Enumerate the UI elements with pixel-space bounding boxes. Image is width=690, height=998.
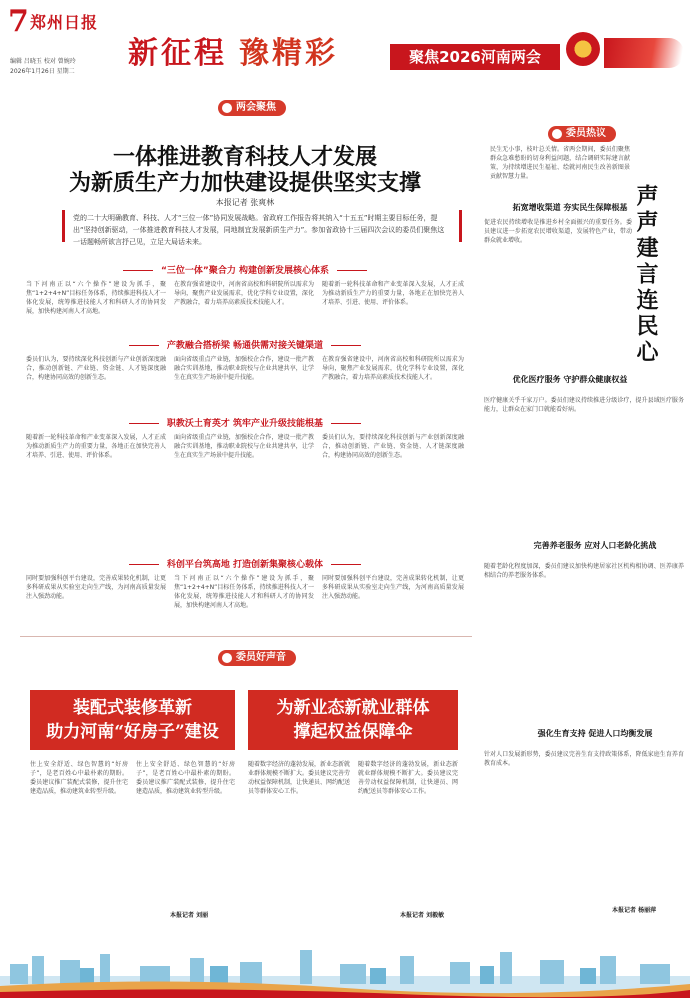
editor-line: 编辑 吕晓玉 校对 曾婉玲 [10,58,76,65]
body-paragraph: 面向省级重点产业链，加强校企合作，建设一批产教融合实训基地，推动职业院校与企业共建共享，让学生在真实生产场景中提升技能。 [174,434,314,459]
headline-line2: 为新质生产力加快建设提供坚实支撑 [68,170,421,196]
right-lead: 民生无小事，枝叶总关情。省两会期间，委员们聚焦群众急难愁盼的切身利益问题，结合调研实际建言献策，为持续增进民生福祉、绘就河南民生改善新图景贡献智慧力量。 [490,146,630,180]
right-subheading-1: 拓宽增收渠道 夯实民生保障根基 [512,203,628,212]
vertical-title: 声声建言连民心 [633,184,659,366]
national-emblem-icon [566,32,600,66]
body-paragraph: 当下河南正以“六个操作”建设为抓手，聚焦“1+2+4+N”目标任务体系，持续推进科技人才一体化发展，统筹推进技能人才和科研人才的协同发展，加快构建河南人才高地。 [26,281,166,315]
red-ribbon-decoration [604,38,684,68]
section-tag-lianghui: 两会聚焦 [218,100,286,116]
column-title [128,28,338,72]
paper-name: 郑州日报 [30,13,99,32]
city-skyline-illustration [0,936,690,998]
body-paragraph: 医疗健康关乎千家万户。委员们建议持续推进分级诊疗，提升县域医疗服务能力，让群众在家门口就能看好病。 [484,397,684,413]
headline-box-left [30,690,235,750]
date-line: 2026年1月26日 星期二 [10,68,75,75]
subheading-1: “三位一体”聚合力 构建创新发展核心体系 [20,263,470,276]
right-subheading-2: 优化医疗服务 守护群众健康权益 [512,375,628,384]
body-paragraph: 住上安全舒适、绿色智慧的“好房子”，是老百姓心中最朴素的期盼。委员建议推广装配式装修，提升住宅建造品质，推动建筑业转型升级。 [136,761,235,795]
byline: 本报记者 张爽林 [215,198,275,207]
intro-paragraph: 党的二十大明确教育、科技、人才“三位一体”协同发展战略。省政府工作报告将其纳入“十五五”时期主要目标任务，提出“坚持创新驱动，一体推进教育科技人才发展，同地制宜发展新质生产力”。参加省政协十三届四次会议的委员们聚焦这一话题畅所欲言抒己见，立足大局话未来。 [62,210,462,242]
divider [20,636,472,637]
headline-box-right [248,690,458,750]
body-paragraph: 同时要加强科创平台建设，完善成果转化机制，让更多科研成果从实验室走向生产线，为河南高质量发展注入强劲动能。 [322,575,464,600]
body-paragraph: 住上安全舒适、绿色智慧的“好房子”，是老百姓心中最朴素的期盼。委员建议推广装配式装修，提升住宅建造品质，推动建筑业转型升级。 [30,761,128,795]
body-paragraph: 委员们认为，要持续深化科技创新与产业创新深度融合，推动创新链、产业链、资金链、人才链深度融合，构建协同高效的创新生态。 [26,356,166,381]
body-paragraph: 当下河南正以“六个操作”建设为抓手，聚焦“1+2+4+N”目标任务体系，持续推进科技人才一体化发展，统筹推进技能人才和科研人才的协同发展，加快构建河南人才高地。 [174,575,314,609]
section-tag-hot-topics: 委员热议 [548,126,616,142]
body-paragraph: 随着新一轮科技革命和产业变革深入发展，人才正成为推动新质生产力的重要力量，各地正在加快完善人才培养、引进、使用、评价体系。 [322,281,464,306]
masthead [0,0,690,86]
signature-right-column: 本报记者 杨丽萍 [612,907,657,914]
column-title-part1: 新征程 [128,36,227,71]
body-paragraph: 促进农民持续增收是推进乡村全面振兴的重要任务。委员建议进一步拓宽农民增收渠道，发展特色产业，带动群众就业增收。 [484,219,632,244]
right-subheading-3: 完善养老服务 应对人口老龄化挑战 [533,541,657,550]
body-paragraph: 随着新一轮科技革命和产业变革深入发展，人才正成为推动新质生产力的重要力量，各地正在加快完善人才培养、引进、使用、评价体系。 [26,434,166,459]
right-subheading-4: 强化生育支持 促进人口均衡发展 [537,729,653,738]
body-paragraph: 随着数字经济的蓬勃发展，新业态新就业群体规模不断扩大。委员建议完善劳动权益保障机制，让快递员、网约配送员等群体安心工作。 [248,761,350,795]
body-paragraph: 随着数字经济的蓬勃发展，新业态新就业群体规模不断扩大。委员建议完善劳动权益保障机制，让快递员、网约配送员等群体安心工作。 [358,761,458,795]
body-paragraph: 在教育强省建设中，河南省高校和科研院所以需求为导向，聚焦产业发展需求，优化学科专业设置，深化产教融合，着力培养高素质技术技能人才。 [174,281,314,306]
session-banner: 聚焦2026河南两会 [390,44,560,70]
page-number: 7 [8,4,29,39]
body-paragraph: 面向省级重点产业链，加强校企合作，建设一批产教融合实训基地，推动职业院校与企业共建共享，让学生在真实生产场景中提升技能。 [174,356,314,381]
headline-box-left-line1: 装配式装修革新 [73,698,192,718]
body-paragraph: 委员们认为，要持续深化科技创新与产业创新深度融合，推动创新链、产业链、资金链、人才链深度融合，构建协同高效的创新生态。 [322,434,464,459]
subheading-3: 职教沃土育英才 筑牢产业升级技能根基 [20,416,470,429]
column-title-part2: 豫精彩 [239,36,338,71]
signature-right: 本报记者 刘毅敏 [400,912,445,919]
headline-line1: 一体推进教育科技人才发展 [112,144,377,170]
body-paragraph: 随着老龄化程度加深，委员们建议加快构建居家社区机构相协调、医养康养相结合的养老服务体系。 [484,563,684,579]
signature-left: 本报记者 刘丽 [170,912,209,919]
subheading-2: 产教融合搭桥梁 畅通供需对接关键渠道 [20,338,470,351]
section-tag-voices: 委员好声音 [218,650,296,666]
headline-box-right-line1: 为新业态新就业群体 [276,698,430,718]
body-paragraph: 针对人口发展新形势，委员建议完善生育支持政策体系，降低家庭生育养育教育成本。 [484,751,684,767]
headline-box-right-line2: 撑起权益保障伞 [293,722,413,742]
subheading-4: 科创平台筑高地 打造创新集聚核心载体 [20,557,470,570]
body-paragraph: 在教育强省建设中，河南省高校和科研院所以需求为导向，聚焦产业发展需求，优化学科专业设置，深化产教融合，着力培养高素质技术技能人才。 [322,356,464,381]
body-paragraph: 同时要加强科创平台建设，完善成果转化机制，让更多科研成果从实验室走向生产线，为河南高质量发展注入强劲动能。 [26,575,166,600]
headline-box-left-line2: 助力河南“好房子”建设 [46,722,219,742]
